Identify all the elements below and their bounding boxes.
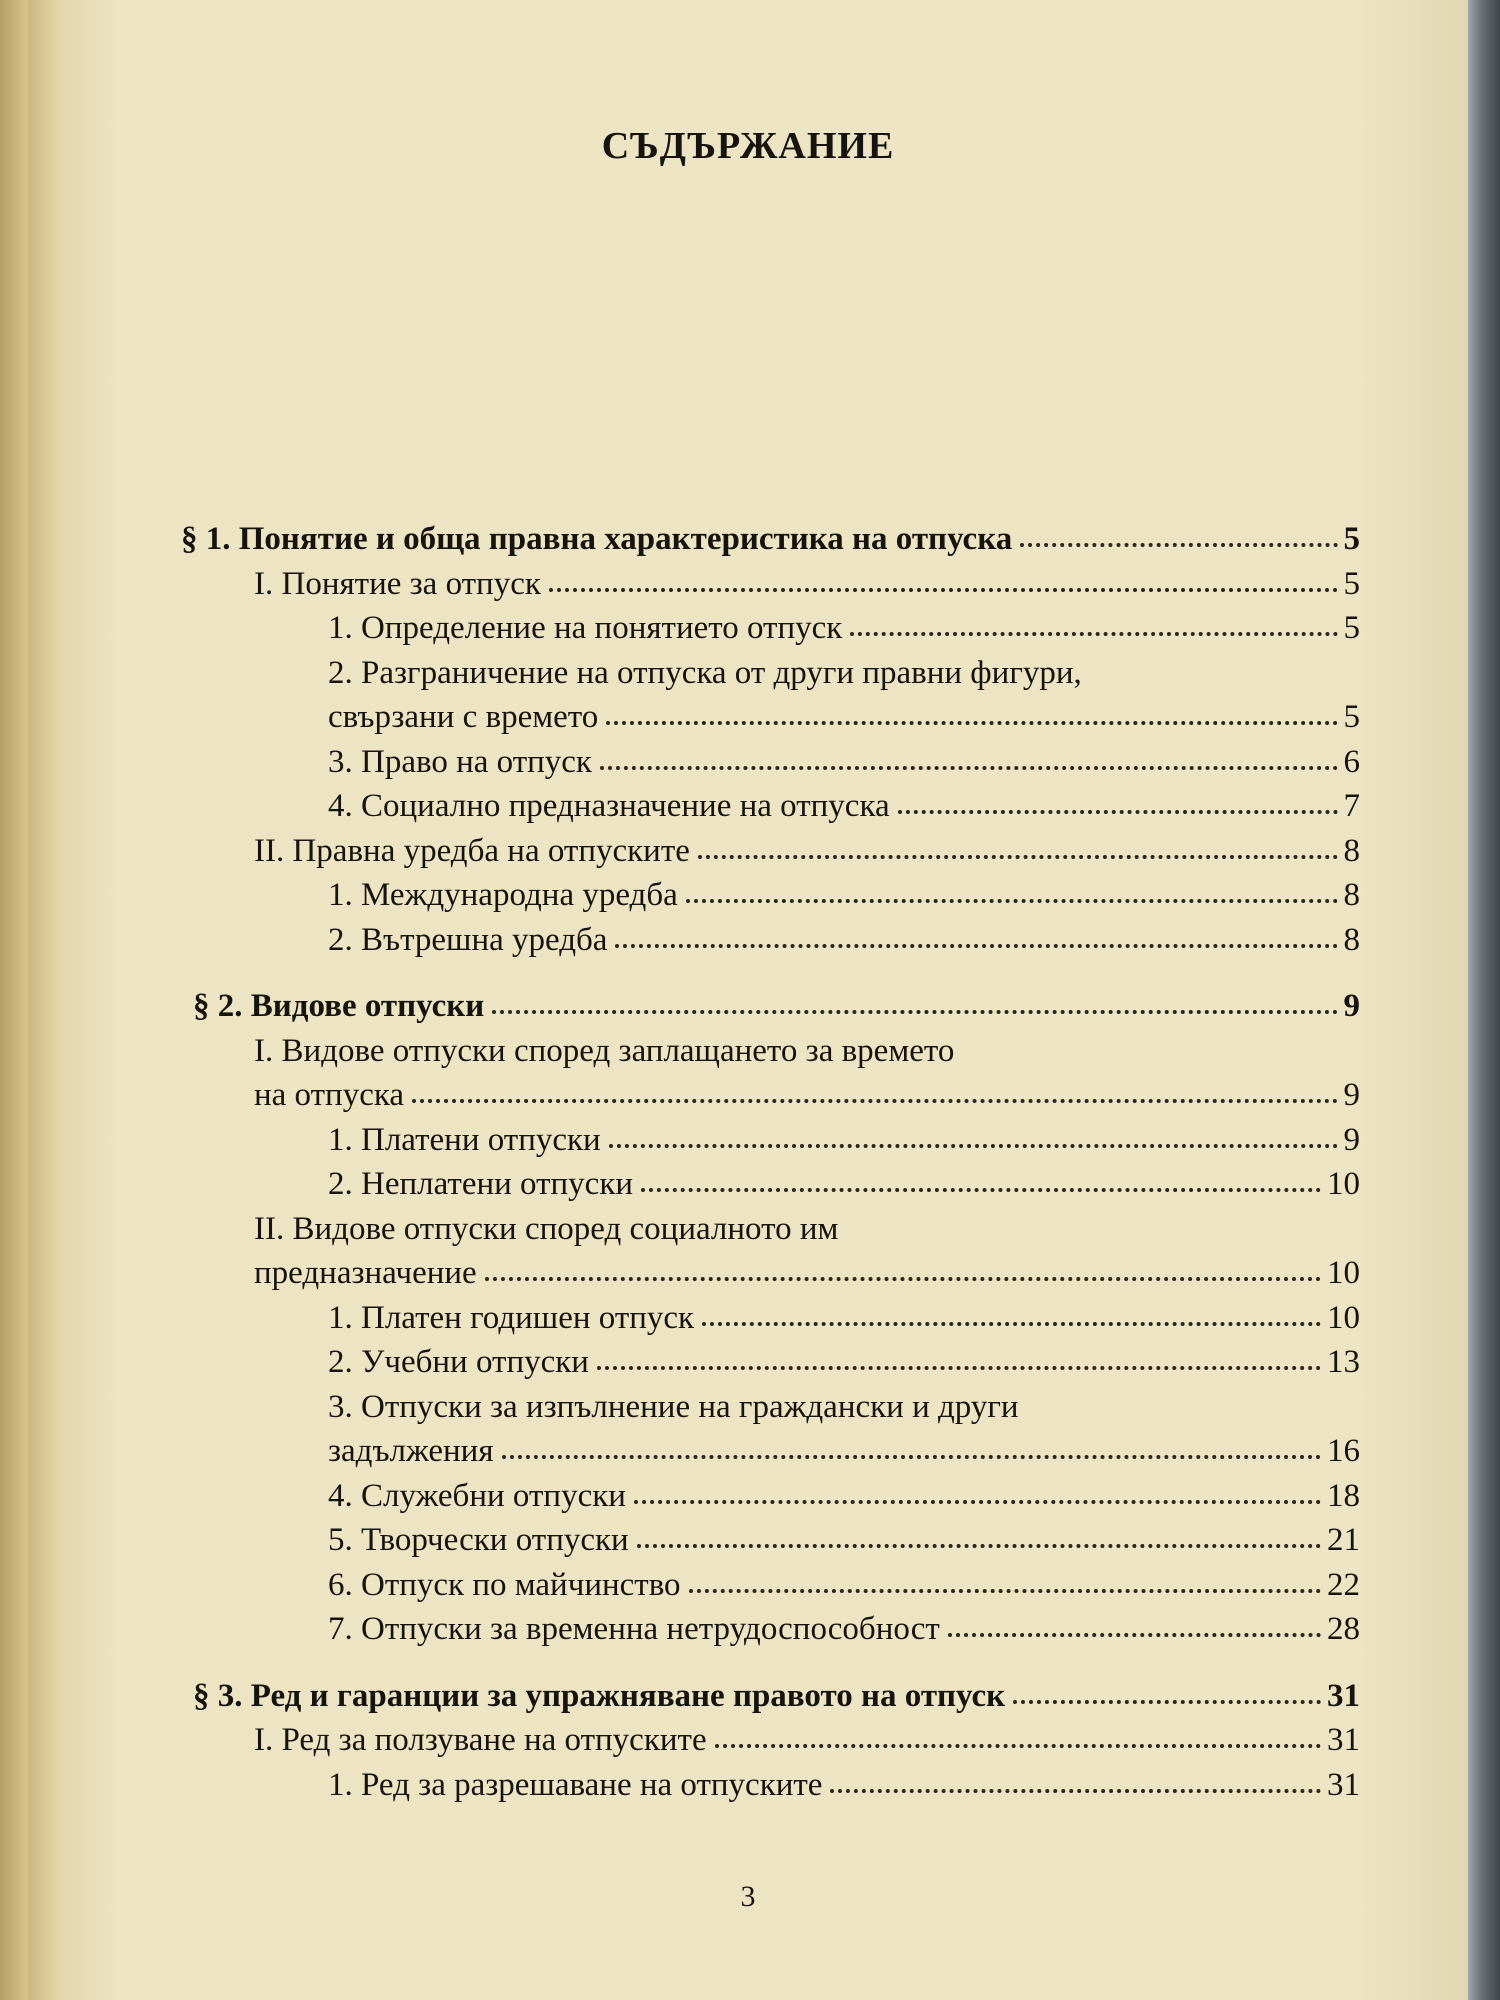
toc-entry: I. Видове отпуски според заплащането за времето xyxy=(254,1032,955,1069)
toc-entry: 2. Учебни отпуски 13 xyxy=(328,1344,1360,1380)
toc-entry: I. Ред за ползуване на отпуските 31 xyxy=(254,1722,1360,1758)
toc-entry: 2. Разграничение на отпуска от други правни фигури, xyxy=(328,654,1082,691)
toc-entry: 1. Платен годишен отпуск 10 xyxy=(328,1299,1360,1336)
toc-entry: свързани с времето 5 xyxy=(328,699,1360,735)
toc-entry: II. Видове отпуски според социалното им xyxy=(254,1210,839,1247)
toc-entry: 7. Отпуски за временна нетрудоспособност 28 xyxy=(328,1611,1360,1647)
toc-entry: 1. Определение на понятието отпуск 5 xyxy=(328,610,1360,646)
document-page xyxy=(28,0,1468,2000)
toc-entry: на отпуска 9 xyxy=(254,1077,1360,1113)
toc-entry: 4. Социално предназначение на отпуска 7 xyxy=(328,788,1360,824)
toc-entry: I. Понятие за отпуск 5 xyxy=(254,565,1360,602)
page-edge xyxy=(1468,0,1500,2000)
toc-entry: 1. Ред за разрешаване на отпуските 31 xyxy=(328,1766,1360,1803)
toc-entry: § 2. Видове отпуски 9 xyxy=(193,988,1360,1024)
toc-entry: § 3. Ред и гаранции за упражняване правото на отпуск 31 xyxy=(193,1677,1360,1714)
toc-entry: 1. Международна уредба 8 xyxy=(328,877,1360,913)
page-number: 3 xyxy=(740,1880,756,1913)
toc-entry: § 1. Понятие и обща правна характеристика на отпуска 5 xyxy=(181,521,1360,557)
toc-entry: 3. Право на отпуск 6 xyxy=(328,743,1360,780)
toc-entry: 5. Творчески отпуски 21 xyxy=(328,1522,1360,1558)
toc-entry: 3. Отпуски за изпълнение на граждански и други xyxy=(328,1388,1019,1425)
toc-entry: задължения 16 xyxy=(328,1433,1360,1469)
table-of-contents xyxy=(28,517,1468,1807)
toc-entry: предназначение 10 xyxy=(254,1255,1360,1291)
page-title: СЪДЪРЖАНИЕ xyxy=(601,125,895,167)
toc-entry: 2. Неплатени отпуски 10 xyxy=(328,1166,1360,1202)
toc-entry: 6. Отпуск по майчинство 22 xyxy=(328,1566,1360,1603)
toc-entry: II. Правна уредба на отпуските 8 xyxy=(254,832,1360,869)
toc-entry: 2. Вътрешна уредба 8 xyxy=(328,921,1360,958)
book-spine xyxy=(0,0,28,2000)
toc-entry: 1. Платени отпуски 9 xyxy=(328,1121,1360,1158)
toc-entry: 4. Служебни отпуски 18 xyxy=(328,1477,1360,1514)
